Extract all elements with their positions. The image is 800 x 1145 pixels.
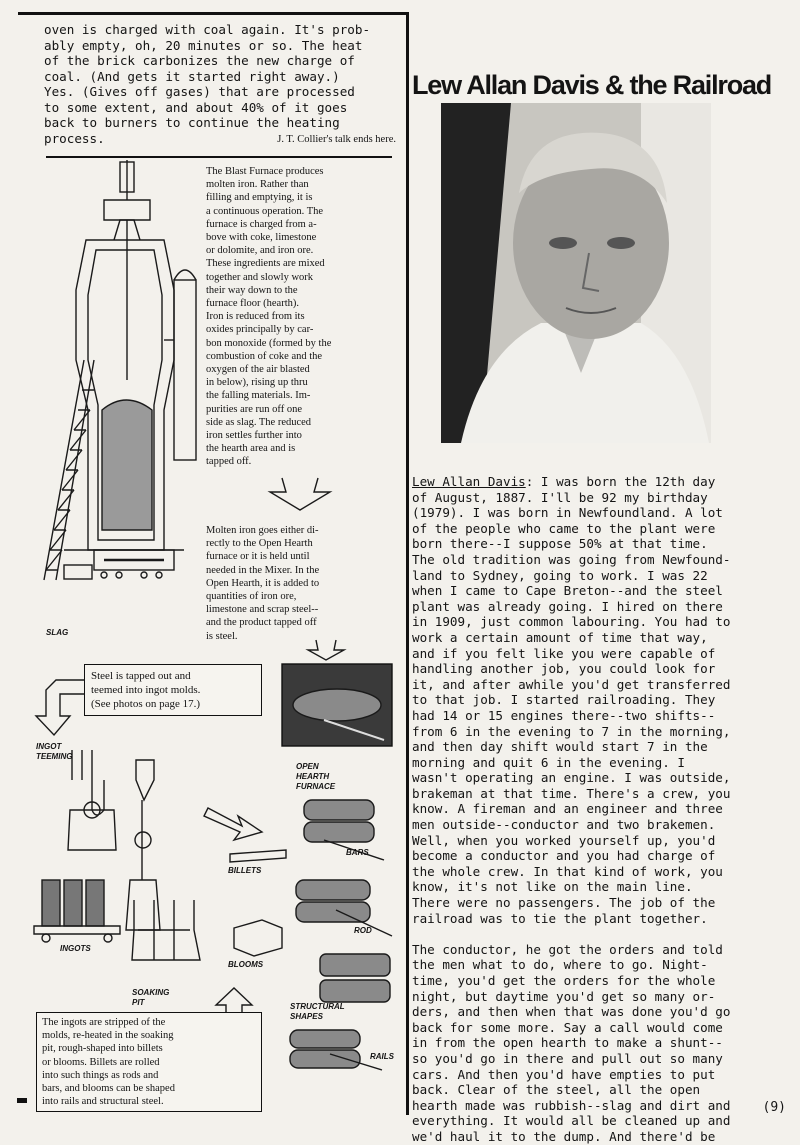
label-open-hearth: OPEN HEARTH FURNACE: [296, 762, 336, 791]
attribution: J. T. Collier's talk ends here.: [277, 134, 396, 145]
label-structural-shapes: STRUCTURAL SHAPES: [290, 1002, 345, 1021]
bloom-illustration: [234, 920, 282, 956]
top-paragraph: oven is charged with coal again. It's prob- ably empty, oh, 20 minutes or so. The heat of the brick carbonizes the new charge of coal. (And gets it started right away.) Yes. (Gives off gases) that are processed to some extent, and about 40% of it goes back to burners to continue the heating process.: [44, 22, 371, 146]
steel-tapped-box: Steel is tapped out and teemed into ingot molds. (See photos on page 17.): [84, 664, 262, 716]
right-arrow-icon: [204, 808, 262, 840]
down-arrow-icon: [270, 478, 330, 510]
rollers-illustration: [290, 800, 392, 1070]
label-soaking-pit: SOAKING PIT: [132, 988, 170, 1007]
soaking-pit-illustration: [132, 900, 200, 960]
portrait-photo: [441, 103, 711, 443]
speaker-name: Lew Allan Davis: [412, 474, 526, 489]
ingots-illustration: [34, 880, 120, 942]
label-ingots: INGOTS: [60, 944, 91, 953]
page-number: (9): [762, 1100, 786, 1115]
label-billets: BILLETS: [228, 866, 262, 875]
curved-arrow-icon: [36, 680, 84, 735]
ingots-stripped-box: The ingots are stripped of the molds, re-heated in the soaking pit, rough-shaped into billets or blooms. Billets are rolled into such things as rods and bars, and blooms can be shaped into rails and structural steel.: [36, 1012, 262, 1112]
down-arrow-icon: [308, 640, 344, 660]
steelmaking-diagram: [24, 160, 404, 1110]
interview-paragraph-1: : I was born the 12th day of August, 1887. I'll be 92 my birthday (1979). I was born in Newfoundland. A lot of the people who came to the plant were born there--I suppose 50% at that time. The old tradition was going from Newfound- land to Sydney, going to work. I was 22 when I came to Cape Breton--and the steel plant was already going. I hired on there in 1909, just common labouring. You had to work a certain amount of time that way, and if you felt like you were capable of handling another job, you could look for it, and after awhile you'd get transferred to that job. I started railroading. They had 14 or 15 engines there--two shifts-- from 6 in the evening to 7 in the morning, and then day shift would start 7 in the morning and quit 6 in the evening. I wasn't operating an engine. I was outside, brakeman at that time. There's a crew, you know. A fireman and an engineer and three men outside--conductor and two brakemen. Well, when you worked yourself up, you'd become a conductor and you had charge of the whole crew. In that kind of work, you know, it's not like on the main line. There were no passengers. The job of the railroad was to tie the plant together.: [412, 474, 731, 926]
blast-furnace-illustration: [44, 160, 196, 580]
interview-text: [412, 474, 772, 1145]
label-rails: RAILS: [370, 1052, 394, 1061]
article-title: Lew Allan Davis & the Railroad: [412, 70, 772, 100]
label-blooms: BLOOMS: [228, 960, 264, 969]
interview-paragraph-2: The conductor, he got the orders and told the men what to do, where to go. Night- time, you'd get the orders for the whole night, but daytime you'd get so many or- ders, and then when that was done you'd go back for some more. Say a call would come in from the open hearth to make a shunt-- so you'd go in there and pull out so many cars. And then you'd have empties to put back. Clear of the steel, all the open hearth made was rubbish--slag and dirt and everything. It would all be cleaned up and we'd haul it to the dump. And there'd be: [412, 941, 731, 1144]
corner-mark: [17, 1098, 27, 1103]
label-bars: BARS: [346, 848, 369, 857]
label-rod: ROD: [354, 926, 372, 935]
blast-furnace-description: The Blast Furnace produces molten iron. Rather than filling and emptying, it is a continuous operation. The furnace is charged from a- bove with coke, limestone or dolomite, and iron ore. These ingredients are mixed together and slowly work their way down to the furnace floor (hearth). Iron is reduced from its oxides principally by car- bon monoxide (formed by the combustion of coke and the oxygen of the air blasted in below), rising up thru the falling materials. Im- purities are run off one side as slag. The reduced iron settles further into the hearth area and is tapped off.: [206, 166, 332, 468]
open-hearth-illustration: [282, 664, 392, 746]
divider-rule: [46, 156, 392, 158]
molten-iron-description: Molten iron goes either di- rectly to the Open Hearth furnace or it is held until needed in the Mixer. In the Open Hearth, it is added to quantities of iron ore, limestone and scrap steel-- and the product tapped off is steel.: [206, 525, 320, 642]
label-slag: SLAG: [46, 628, 69, 637]
label-ingot-teeming: INGOT TEEMING: [36, 742, 73, 761]
billet-illustration: [230, 850, 286, 862]
